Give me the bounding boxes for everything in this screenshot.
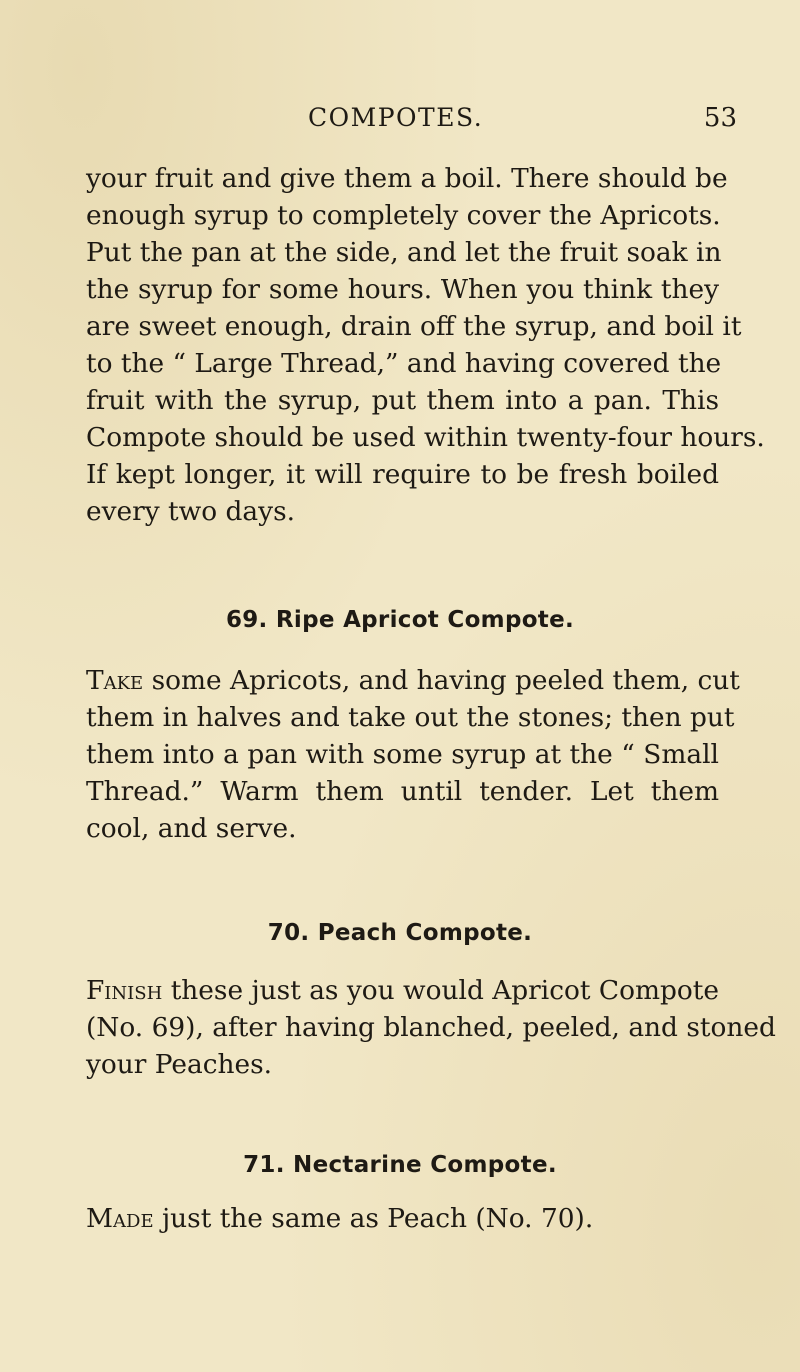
text-line: them in halves and take out the stones; then put	[86, 702, 735, 733]
recipe-heading-69: 69. Ripe Apricot Compote.	[225, 607, 575, 633]
drop-word: Take	[86, 665, 144, 696]
text-line: Compote should be used within twenty-four hours.	[86, 422, 765, 453]
text-line: cool, and serve.	[86, 813, 297, 844]
page-number: 53	[703, 103, 737, 133]
text-line: the syrup for some hours. When you think they	[86, 274, 719, 305]
text-line: every two days.	[86, 496, 295, 527]
text-line: Made just the same as Peach (No. 70).	[86, 1203, 594, 1234]
text-line: Finish these just as you would Apricot Compote	[86, 975, 720, 1006]
continuation-paragraph	[86, 160, 765, 530]
text-line: enough syrup to completely cover the Apricots.	[86, 200, 721, 231]
recipe-paragraph-71	[86, 1200, 719, 1237]
text-line: them into a pan with some syrup at the “ Small	[86, 739, 719, 770]
text-line: If kept longer, it will require to be fresh boiled	[86, 459, 719, 490]
recipe-heading-71: 71. Nectarine Compote.	[243, 1152, 557, 1178]
text-line: (No. 69), after having blanched, peeled, and stoned	[86, 1012, 776, 1043]
text-line: fruit with the syrup, put them into a pan. This	[86, 385, 719, 416]
text-line: Take some Apricots, and having peeled them, cut	[86, 665, 740, 696]
recipe-heading-70: 70. Peach Compote.	[267, 920, 533, 946]
text-line: your fruit and give them a boil. There should be	[86, 163, 728, 194]
page-header	[0, 103, 800, 143]
drop-word: Made	[86, 1203, 154, 1234]
running-title: COMPOTES.	[308, 103, 484, 132]
text-line: to the “ Large Thread,” and having covered the	[86, 348, 722, 379]
drop-word: Finish	[86, 975, 163, 1006]
text-line: Put the pan at the side, and let the fruit soak in	[86, 237, 722, 268]
recipe-paragraph-69	[86, 662, 740, 847]
text-line: Thread.” Warm them until tender. Let them	[86, 776, 719, 807]
recipe-paragraph-70	[86, 972, 776, 1083]
text-line: are sweet enough, drain off the syrup, and boil it	[86, 311, 742, 342]
text-line: your Peaches.	[86, 1049, 273, 1080]
